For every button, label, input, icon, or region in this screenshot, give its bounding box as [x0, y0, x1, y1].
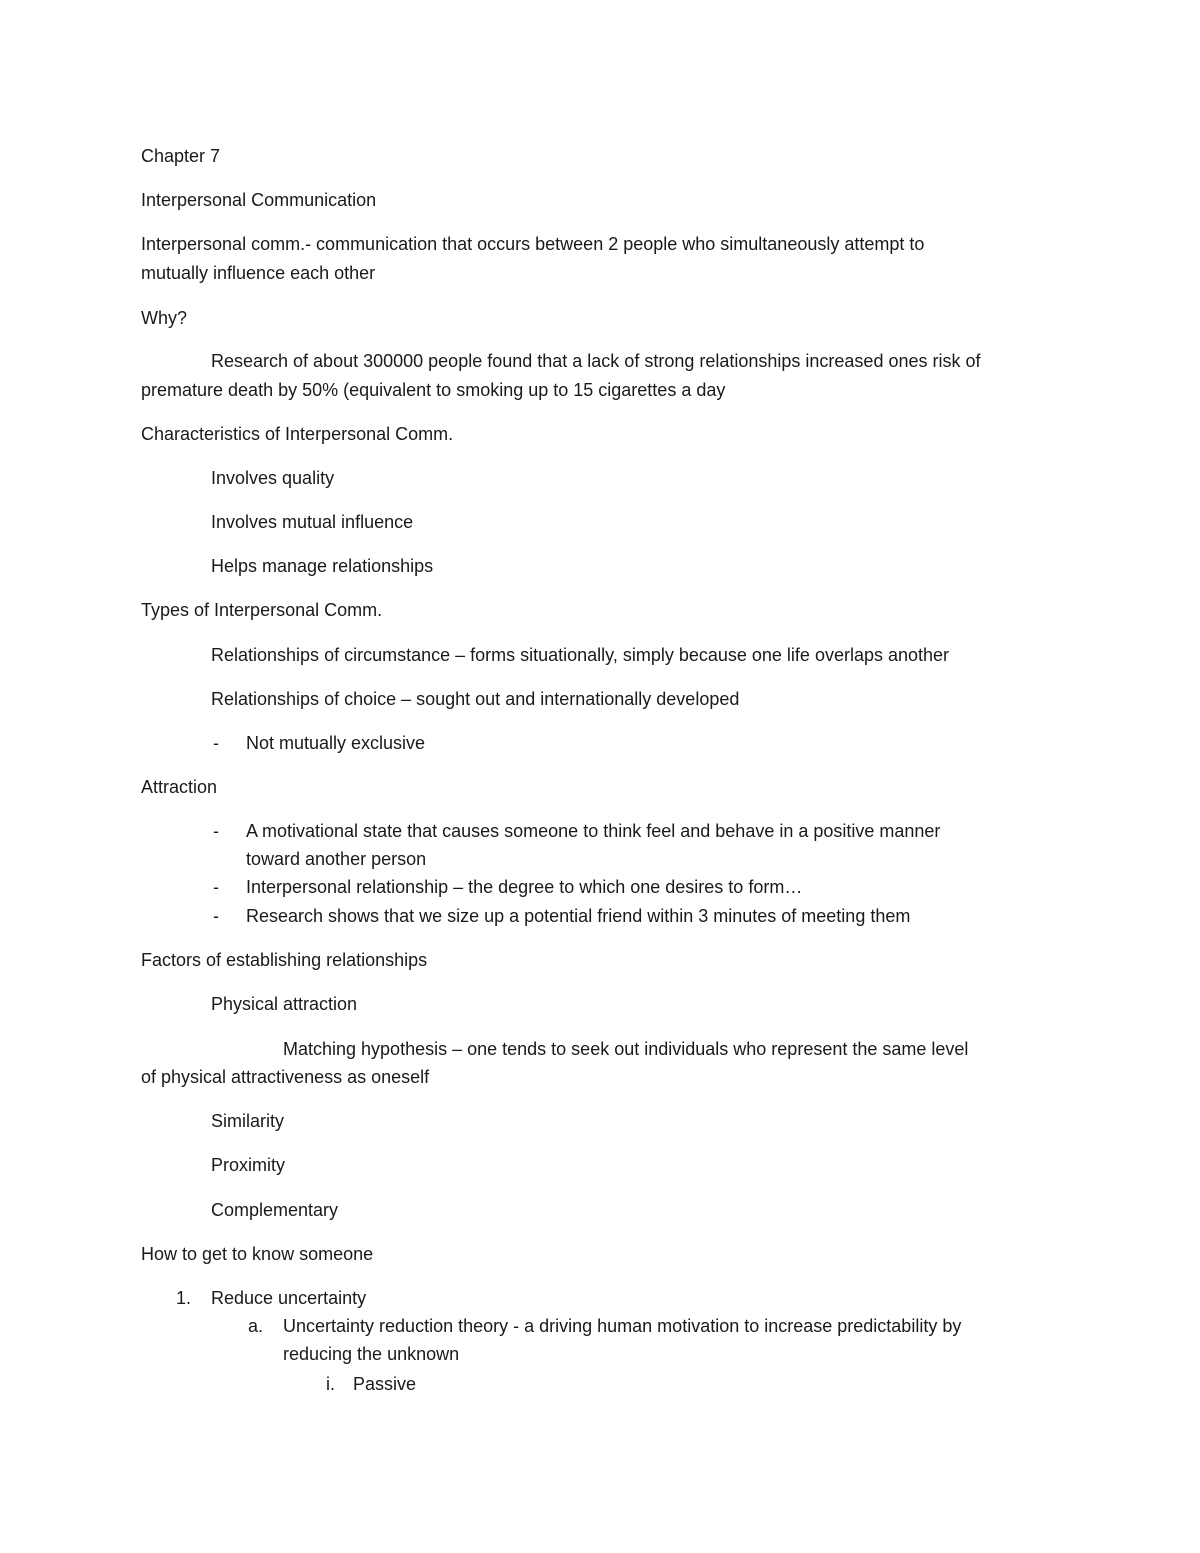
attraction-bullet-3: Research shows that we size up a potential friend within 3 minutes of meeting them	[246, 906, 911, 926]
matching-hypothesis-line-1: Matching hypothesis – one tends to seek out individuals who represent the same level	[283, 1039, 969, 1059]
list-letter: a.	[248, 1316, 264, 1336]
characteristic-item: Helps manage relationships	[211, 556, 434, 576]
list-item-i: Passive	[353, 1374, 417, 1394]
matching-hypothesis-line-2: of physical attractiveness as oneself	[141, 1067, 430, 1087]
physical-attraction: Physical attraction	[211, 994, 358, 1014]
factor-item: Proximity	[211, 1155, 286, 1175]
attraction-heading: Attraction	[141, 777, 218, 797]
attraction-bullet-1-line-1: A motivational state that causes someone to think feel and behave in a positive manner	[246, 821, 941, 841]
chapter-title: Chapter 7	[141, 146, 221, 166]
why-heading: Why?	[141, 308, 188, 328]
characteristic-item: Involves mutual influence	[211, 512, 414, 532]
definition-line-1: Interpersonal comm.- communication that occurs between 2 people who simultaneously attempt to	[141, 234, 925, 254]
characteristic-item: Involves quality	[211, 468, 335, 488]
factor-item: Similarity	[211, 1111, 285, 1131]
factors-heading: Factors of establishing relationships	[141, 950, 428, 970]
bullet-dash: -	[213, 906, 219, 926]
list-roman: i.	[326, 1374, 335, 1394]
attraction-bullet-1-line-2: toward another person	[246, 849, 427, 869]
bullet-dash: -	[213, 877, 219, 897]
list-item-a-line-1: Uncertainty reduction theory - a driving human motivation to increase predictability by	[283, 1316, 962, 1336]
attraction-bullet-2: Interpersonal relationship – the degree to which one desires to form…	[246, 877, 803, 897]
why-body-line-1: Research of about 300000 people found that a lack of strong relationships increased ones risk of	[211, 351, 981, 371]
know-heading: How to get to know someone	[141, 1244, 374, 1264]
types-bullet: Not mutually exclusive	[246, 733, 426, 753]
why-body-line-2: premature death by 50% (equivalent to smoking up to 15 cigarettes a day	[141, 380, 726, 400]
list-item-a-line-2: reducing the unknown	[283, 1344, 460, 1364]
list-item-1: Reduce uncertainty	[211, 1288, 367, 1308]
topic-heading: Interpersonal Communication	[141, 190, 377, 210]
bullet-dash: -	[213, 821, 219, 841]
characteristics-heading: Characteristics of Interpersonal Comm.	[141, 424, 454, 444]
type-item: Relationships of choice – sought out and internationally developed	[211, 689, 740, 709]
list-number: 1.	[176, 1288, 192, 1308]
bullet-dash: -	[213, 733, 219, 753]
definition-line-2: mutually influence each other	[141, 263, 376, 283]
type-item: Relationships of circumstance – forms situationally, simply because one life overlaps another	[211, 645, 950, 665]
factor-item: Complementary	[211, 1200, 339, 1220]
types-heading: Types of Interpersonal Comm.	[141, 600, 383, 620]
